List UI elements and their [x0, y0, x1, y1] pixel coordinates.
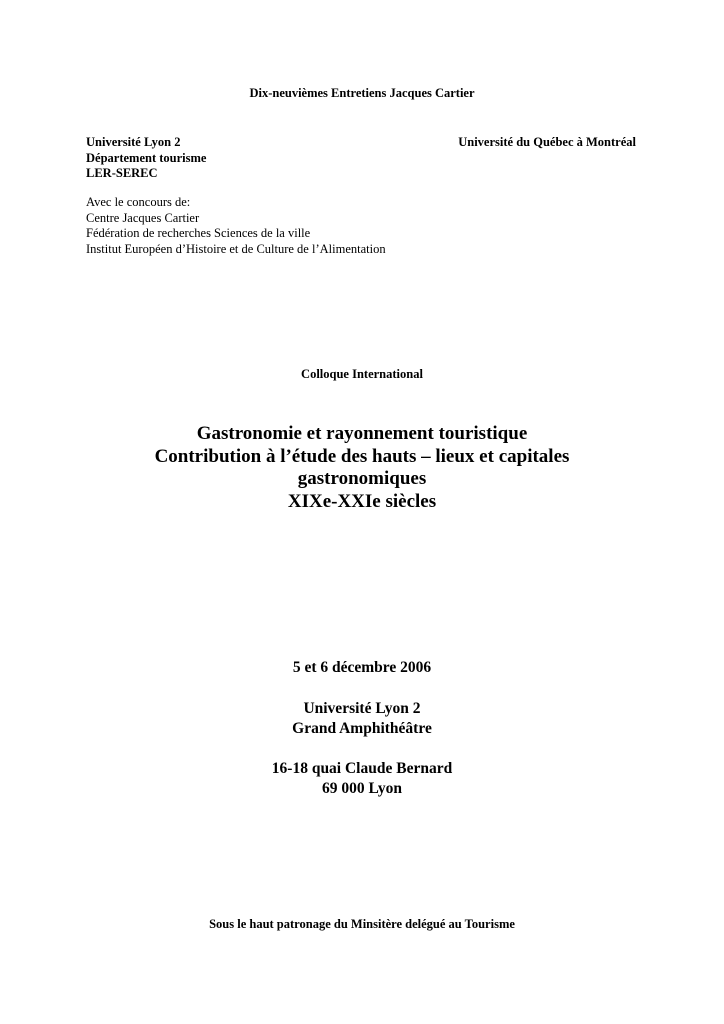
address-line: 16-18 quai Claude Bernard — [271, 760, 453, 777]
event-date: 5 et 6 décembre 2006 — [292, 659, 432, 676]
event-type: Colloque International — [301, 367, 423, 381]
venue-line: Grand Amphithéâtre — [292, 719, 432, 737]
organizer-department: Département tourisme — [86, 150, 207, 165]
organizer-university: Université Lyon 2 — [86, 135, 181, 149]
event-address — [0, 759, 724, 798]
support-block — [86, 195, 406, 257]
title-line: gastronomiques — [297, 468, 427, 489]
partner-item: Fédération de recherches Sciences de la ville — [86, 226, 311, 240]
event-title — [0, 423, 724, 513]
partner-item: Centre Jacques Cartier — [86, 210, 200, 225]
title-line: XIXe-XXIe siècles — [287, 490, 437, 512]
event-venue — [0, 699, 724, 738]
organizer-right: Université du Québec à Montréal — [458, 135, 636, 149]
partner-item: Institut Européen d’Histoire et de Culture de l’Alimentation — [86, 241, 386, 256]
series-title: Dix-neuvièmes Entretiens Jacques Cartier — [249, 86, 475, 100]
patronage-line: Sous le haut patronage du Minsitère delégué au Tourisme — [209, 917, 515, 931]
venue-line: Université Lyon 2 — [303, 700, 421, 717]
title-line: Contribution à l’étude des hauts – lieux et capitales — [154, 445, 570, 467]
address-line: 69 000 Lyon — [321, 779, 403, 797]
support-intro: Avec le concours de: — [86, 195, 191, 209]
title-line: Gastronomie et rayonnement touristique — [196, 423, 528, 444]
organizer-lab: LER-SEREC — [86, 166, 158, 180]
